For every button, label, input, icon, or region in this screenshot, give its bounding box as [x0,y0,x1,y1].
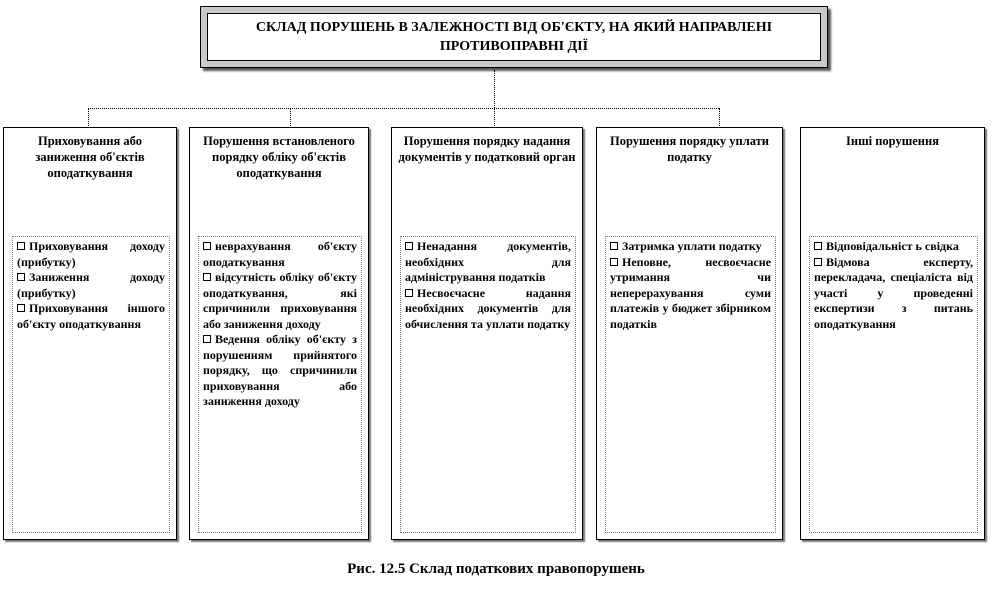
column-heading: Інші порушення [846,134,939,148]
list-item [203,270,357,332]
list-item-text: Заниження доходу (прибутку) [17,270,165,300]
figure-caption: Рис. 12.5 Склад податкових правопорушень [347,561,645,577]
column-list [400,236,576,533]
column-list [12,236,170,533]
checkbox-bullet-icon [17,304,25,312]
list-item-text: Несвоєчасне надання необхідних документів для обчислення та уплати податку [405,285,571,331]
connector-horizontal [88,108,719,109]
checkbox-bullet-icon [814,242,822,250]
column-heading: Порушення порядку уплати податку [609,134,770,164]
checkbox-bullet-icon [17,273,25,281]
column-other [800,127,985,540]
connector-drop-4 [719,108,720,128]
column-list [605,236,776,533]
checkbox-bullet-icon [203,273,211,281]
list-item [610,255,771,333]
connector-main [494,70,495,108]
column-concealment [3,127,177,540]
list-item-text: Ненадання документів, необхідних для адміністрування податків [405,239,571,284]
list-item [405,286,571,333]
list-item [203,332,357,410]
list-item [17,239,165,270]
connector-drop-2 [290,108,291,128]
checkbox-bullet-icon [814,258,822,266]
checkbox-bullet-icon [17,242,25,250]
checkbox-bullet-icon [405,242,413,250]
list-item-text: неврахування об'єкту оподаткування [203,239,357,269]
connector-drop-1 [88,108,89,128]
column-accounting [189,127,369,540]
checkbox-bullet-icon [610,242,618,250]
column-heading: Порушення порядку надання документів у податковий орган [398,134,576,164]
list-item-text: відсутність обліку об'єкту оподаткування, які спричинили приховування або заниження доходу [203,270,357,331]
checkbox-bullet-icon [405,289,413,297]
connector-drop-3 [494,108,495,128]
list-item-text: Приховування доходу (прибутку) [17,239,165,269]
column-list [809,236,978,533]
column-heading: Порушення встановленого порядку обліку об'єктів оподаткування [203,134,355,180]
list-item [610,239,771,255]
column-heading: Приховування або заниження об'єктів оподаткування [35,134,145,180]
list-item [405,239,571,286]
column-list [198,236,362,533]
column-payment [596,127,783,540]
list-item [814,239,973,255]
column-documents [391,127,583,540]
checkbox-bullet-icon [610,258,618,266]
list-item-text: Приховування іншого об'єкту оподаткування [17,301,165,331]
list-item-text: Неповне, несвоєчасне утримання чи неперерахування суми платежів у бюджет збірником податків [610,254,771,331]
list-item-text: Відмова експерту, перекладача, спеціаліста від участі у проведенні експертизи з питань оподаткування [814,254,973,331]
checkbox-bullet-icon [203,335,211,343]
diagram-title: СКЛАД ПОРУШЕНЬ В ЗАЛЕЖНОСТІ ВІД ОБ'ЄКТУ, НА ЯКИЙ НАПРАВЛЕНІ ПРОТИВОПРАВНІ ДІЇ [207,13,821,61]
checkbox-bullet-icon [203,242,211,250]
list-item [203,239,357,270]
list-item [17,270,165,301]
list-item-text: Ведення обліку об'єкту з порушенням прийнятого порядку, що спричинили приховування або заниження доходу [203,332,357,408]
title-box [200,6,828,68]
list-item-text: Затримка уплати податку [622,239,762,253]
list-item-text: Відповідальніст ь свідка [826,239,959,253]
list-item [17,301,165,332]
list-item [814,255,973,333]
